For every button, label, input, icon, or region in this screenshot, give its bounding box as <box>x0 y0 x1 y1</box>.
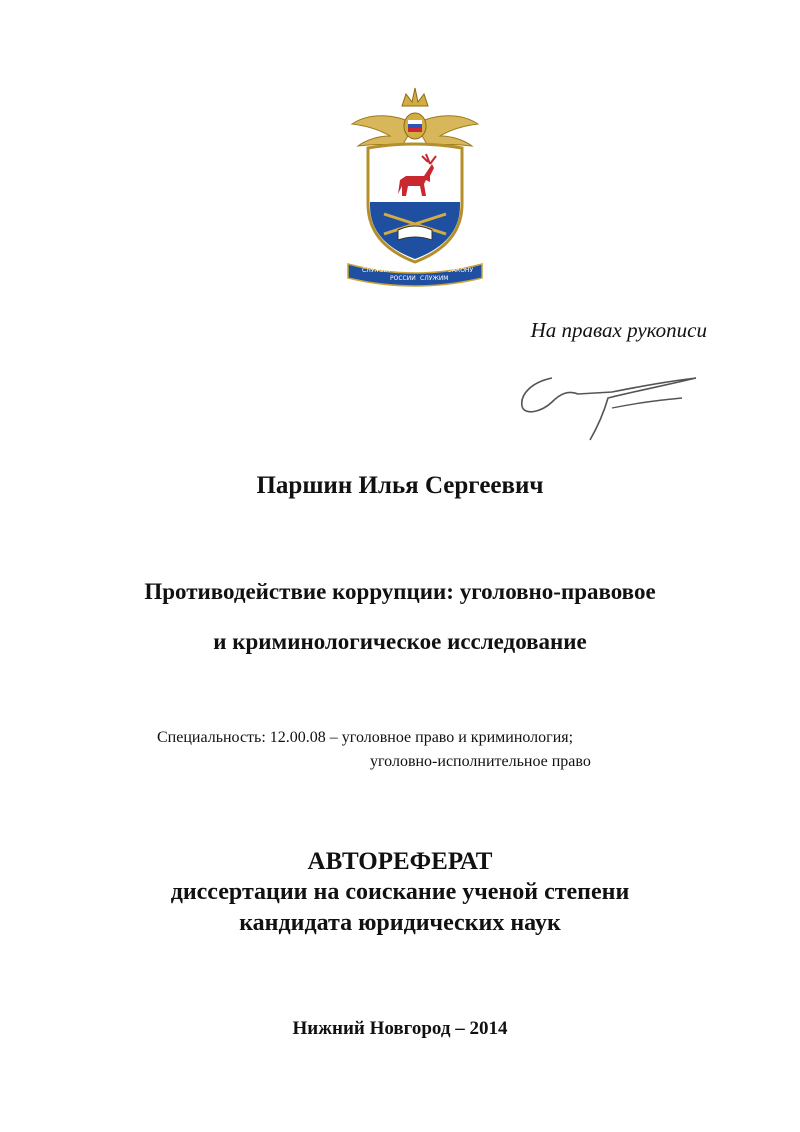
specialty-line: Специальность: 12.00.08 – уголовное право и криминология; <box>157 729 574 746</box>
crown <box>402 88 428 106</box>
police-academy-emblem-icon <box>340 84 490 290</box>
handwritten-signature-icon <box>512 368 702 448</box>
dissertation-title <box>0 567 800 667</box>
specialty-line: уголовно-исполнительное право <box>370 753 591 770</box>
title-line: и криминологическое исследование <box>213 629 587 654</box>
place-year: Нижний Новгород – 2014 <box>292 1018 508 1039</box>
ribbon-word: СЛУЖИМ <box>420 275 449 282</box>
doc-type-line: диссертации на соискание ученой степени <box>170 879 630 905</box>
manuscript-note: На правах рукописи <box>530 318 707 342</box>
doc-type-line: кандидата юридических наук <box>239 910 561 936</box>
doc-type-heading: АВТОРЕФЕРАТ <box>307 848 493 875</box>
document-type <box>0 846 800 939</box>
ribbon-word: ЗАКОНУ <box>448 267 474 274</box>
ribbon-word: РОССИИ <box>390 275 416 282</box>
specialty <box>157 726 591 774</box>
author-name: Паршин Илья Сергеевич <box>256 472 544 499</box>
ribbon-word: СЛУЖИМ <box>362 267 391 274</box>
title-line: Противодействие коррупции: уголовно-правовое <box>144 579 656 604</box>
